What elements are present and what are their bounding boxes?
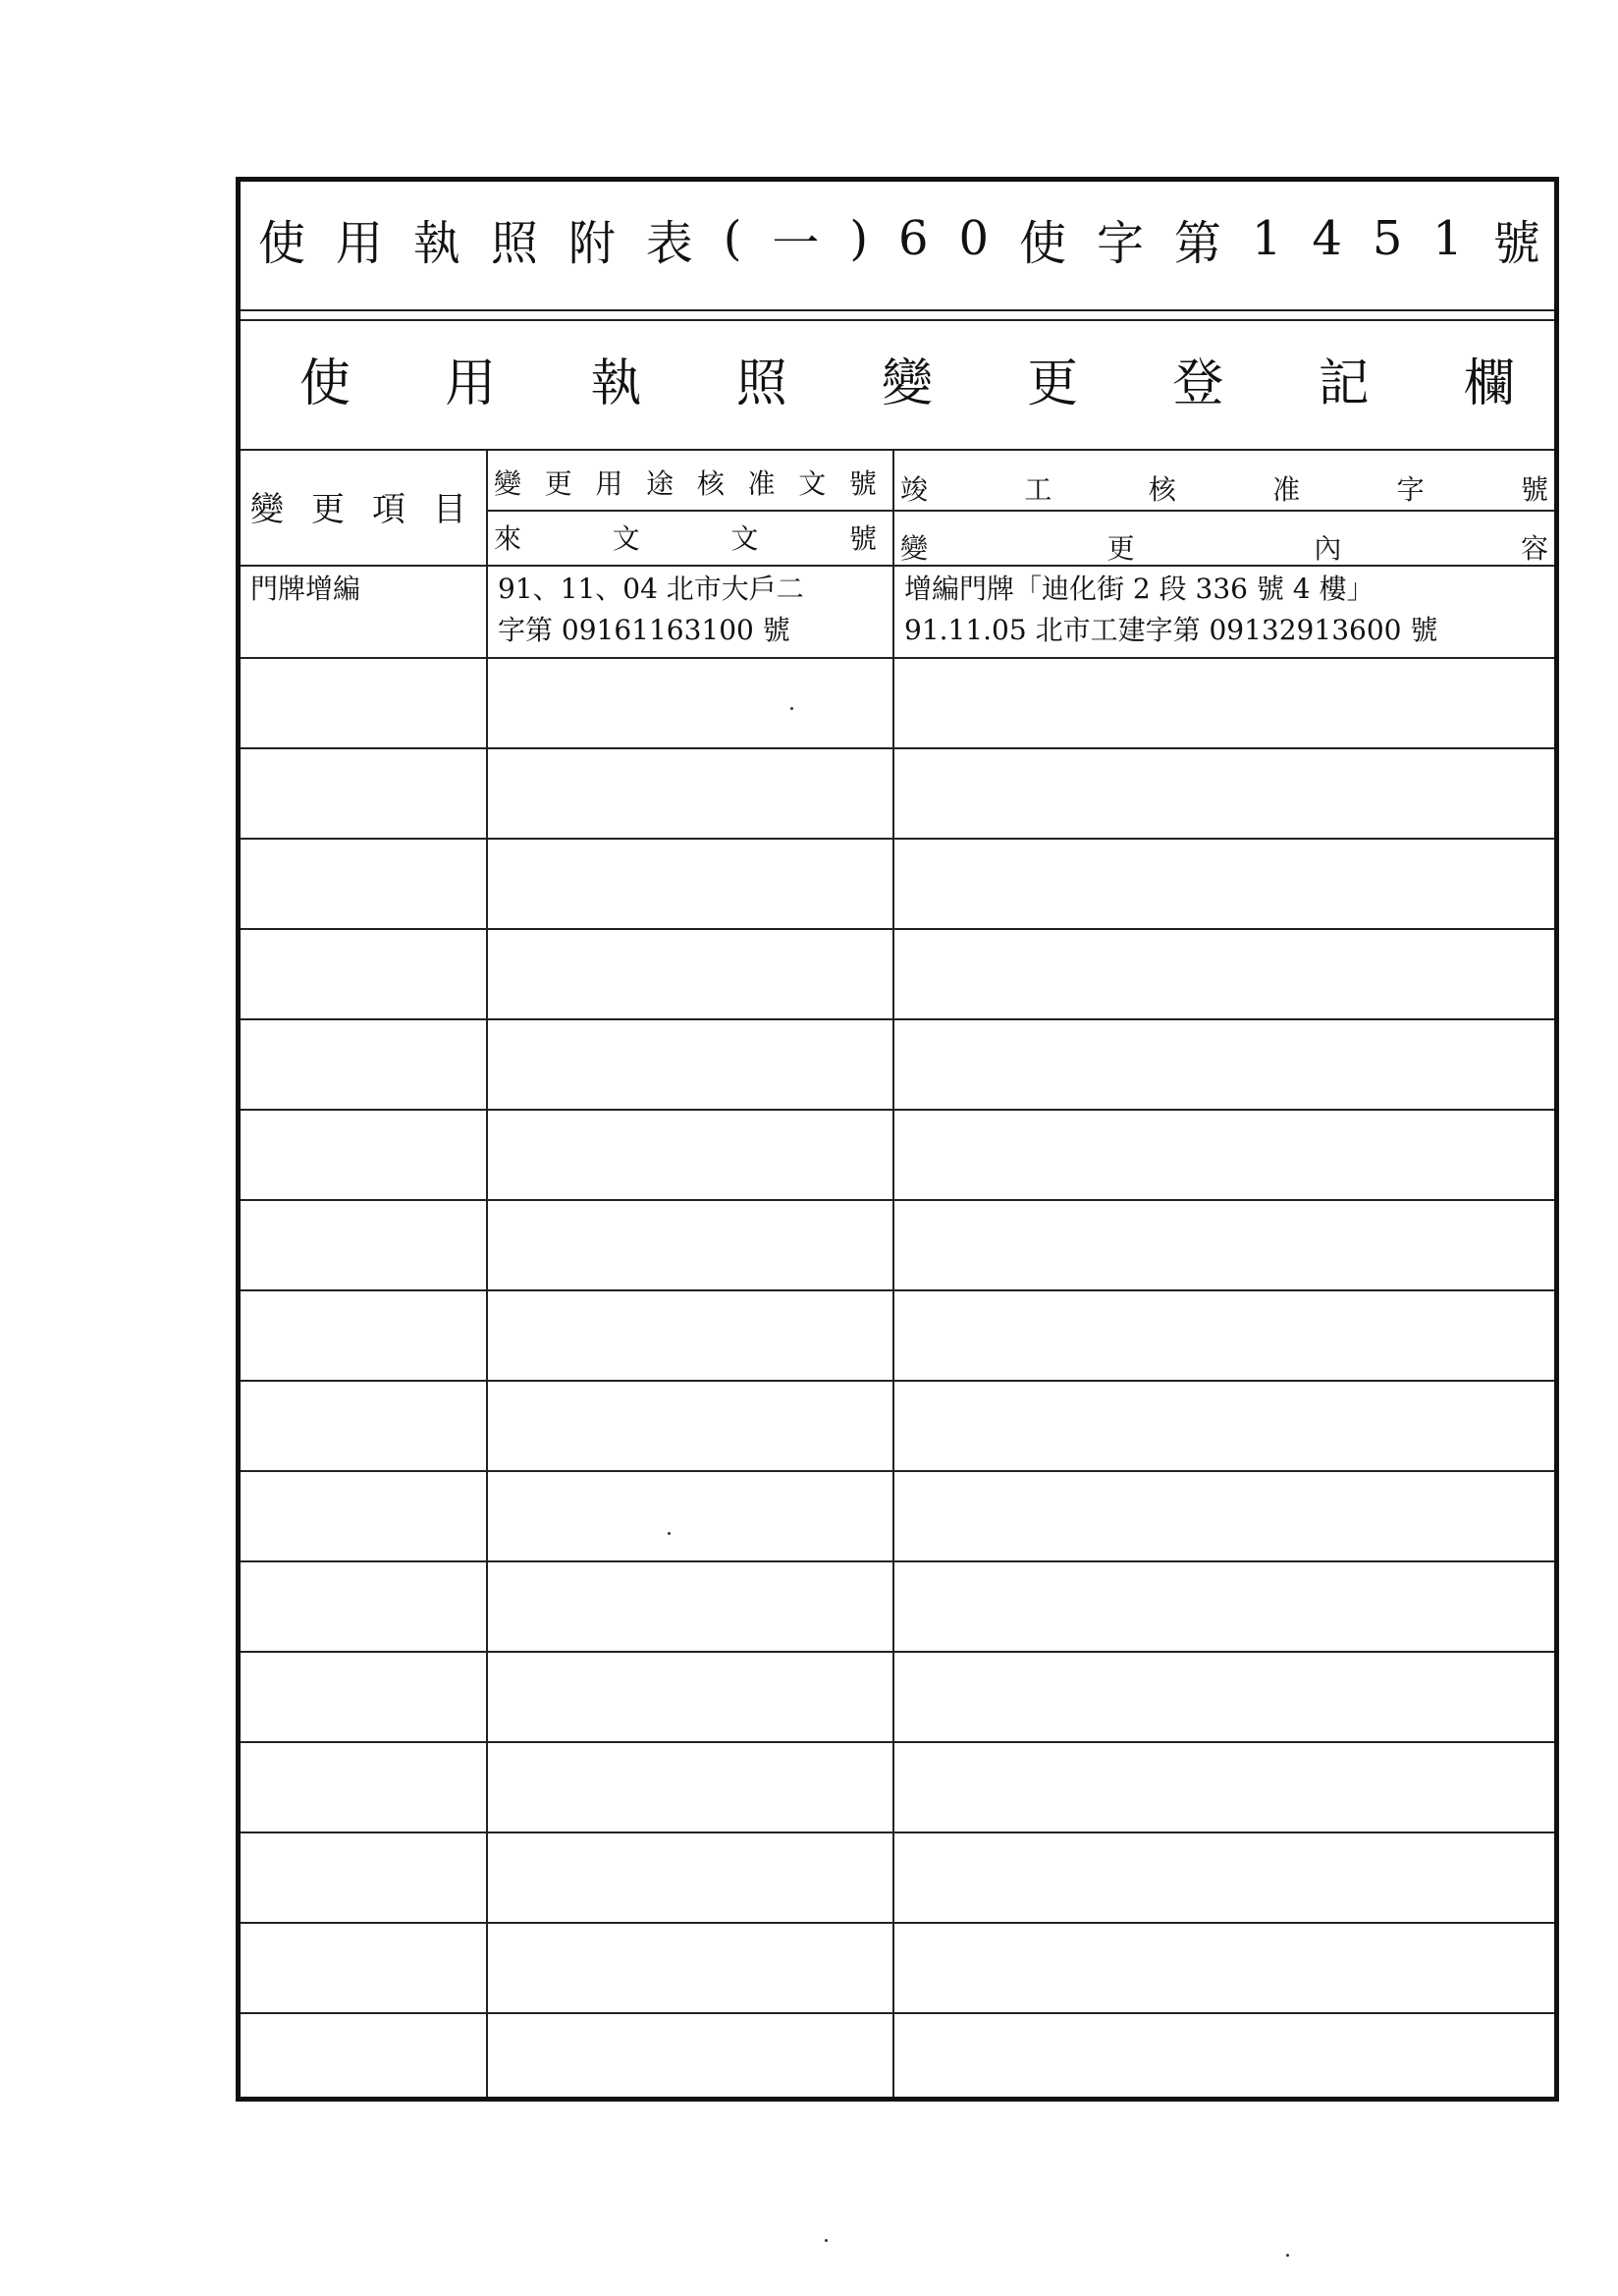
form-title-char: 使 (1018, 215, 1066, 271)
title-divider-2 (241, 319, 1554, 321)
form-title-char: 執 (412, 215, 460, 271)
header-char: 更 (1106, 532, 1135, 565)
section-title (299, 344, 1515, 412)
header-change-content (900, 525, 1548, 569)
header-char: 准 (747, 467, 776, 500)
scan-speck (1286, 2254, 1289, 2257)
section-title-char: 記 (1318, 354, 1370, 413)
header-mid-divider (486, 510, 1554, 512)
form-title-char: 6 (898, 211, 929, 266)
form-title-char: 第 (1173, 215, 1221, 271)
registration-form (236, 177, 1559, 2102)
header-divider (241, 565, 1554, 567)
table-row-line (241, 1560, 1554, 1562)
table-row-line (241, 928, 1554, 930)
header-incoming-doc-no (494, 516, 877, 559)
table-row-line (241, 838, 1554, 840)
table-row-line (241, 1289, 1554, 1291)
form-title-char: 一 (772, 215, 820, 271)
table-row-line (241, 1831, 1554, 1833)
form-title (258, 209, 1540, 271)
section-title-char: 欄 (1463, 354, 1515, 413)
form-title-char: 照 (490, 215, 538, 271)
scan-speck (668, 1532, 671, 1535)
header-completion-approval-no (900, 466, 1548, 510)
table-row-line (241, 1199, 1554, 1201)
section-title-char: 變 (881, 354, 933, 413)
form-title-char: 用 (335, 215, 383, 271)
section-title-char: 用 (445, 354, 497, 413)
header-char: 變 (494, 467, 522, 500)
row-1-content-line-2: 91.11.05 北市工建字第 09132913600 號 (904, 614, 1438, 646)
table-row-line (241, 1470, 1554, 1472)
section-title-char: 更 (1027, 354, 1079, 413)
table-row-line (241, 2012, 1554, 2014)
header-change-item (250, 466, 466, 545)
row-1-doc-line-2: 字第 09161163100 號 (498, 614, 790, 646)
header-char: 號 (848, 467, 877, 500)
form-title-char: ) (849, 211, 869, 266)
table-row-line (241, 1922, 1554, 1924)
header-char: 內 (1314, 532, 1342, 565)
form-title-char: 5 (1372, 211, 1403, 266)
form-title-char: 附 (567, 215, 616, 271)
column-divider-2 (892, 449, 894, 2097)
form-title-char: ( (723, 211, 742, 266)
section-title-char: 使 (299, 354, 351, 413)
header-approval-doc-no (494, 461, 877, 504)
scan-speck (790, 707, 793, 710)
section-divider (241, 449, 1554, 451)
header-char: 容 (1520, 532, 1548, 565)
row-1-doc-line-1: 91、11、04 北市大戶二 (498, 573, 804, 605)
header-char: 變 (900, 532, 929, 565)
header-char: 號 (848, 522, 877, 555)
header-char: 號 (1520, 473, 1548, 506)
scan-speck (825, 2239, 828, 2242)
form-title-char: 使 (258, 215, 306, 271)
form-title-char: 表 (645, 215, 693, 271)
form-title-char: 號 (1492, 215, 1540, 271)
section-title-char: 執 (590, 354, 642, 413)
form-title-char: 4 (1312, 211, 1342, 266)
form-title-char: 0 (958, 211, 990, 266)
title-divider (241, 309, 1554, 311)
header-char: 字 (1396, 473, 1425, 506)
table-row-line (241, 1651, 1554, 1653)
table-row-line (241, 1109, 1554, 1111)
table-row-line (241, 1741, 1554, 1743)
header-char: 更 (311, 489, 345, 529)
header-char: 更 (544, 467, 572, 500)
section-title-char: 照 (735, 354, 787, 413)
table-row-line (241, 657, 1554, 659)
header-char: 核 (1148, 473, 1176, 506)
table-row-line (241, 1380, 1554, 1382)
row-1-content-line-1: 增編門牌「迪化街 2 段 336 號 4 樓」 (904, 573, 1375, 605)
table-row-line (241, 1018, 1554, 1020)
table-row-line (241, 747, 1554, 749)
row-1-change-item: 門牌增編 (250, 573, 361, 605)
section-title-char: 登 (1172, 354, 1224, 413)
header-char: 用 (595, 467, 623, 500)
header-char: 文 (798, 467, 827, 500)
header-char: 目 (433, 489, 466, 529)
column-divider-1 (486, 449, 488, 2097)
form-title-char: 1 (1251, 211, 1282, 266)
header-char: 來 (494, 522, 522, 555)
header-char: 工 (1024, 473, 1052, 506)
header-char: 項 (372, 489, 405, 529)
header-char: 核 (696, 467, 725, 500)
form-title-char: 字 (1096, 215, 1144, 271)
header-char: 途 (646, 467, 674, 500)
form-title-char: 1 (1432, 211, 1463, 266)
header-char: 變 (250, 489, 284, 529)
header-char: 文 (730, 522, 759, 555)
header-char: 竣 (900, 473, 929, 506)
header-char: 准 (1272, 473, 1301, 506)
header-char: 文 (612, 522, 640, 555)
